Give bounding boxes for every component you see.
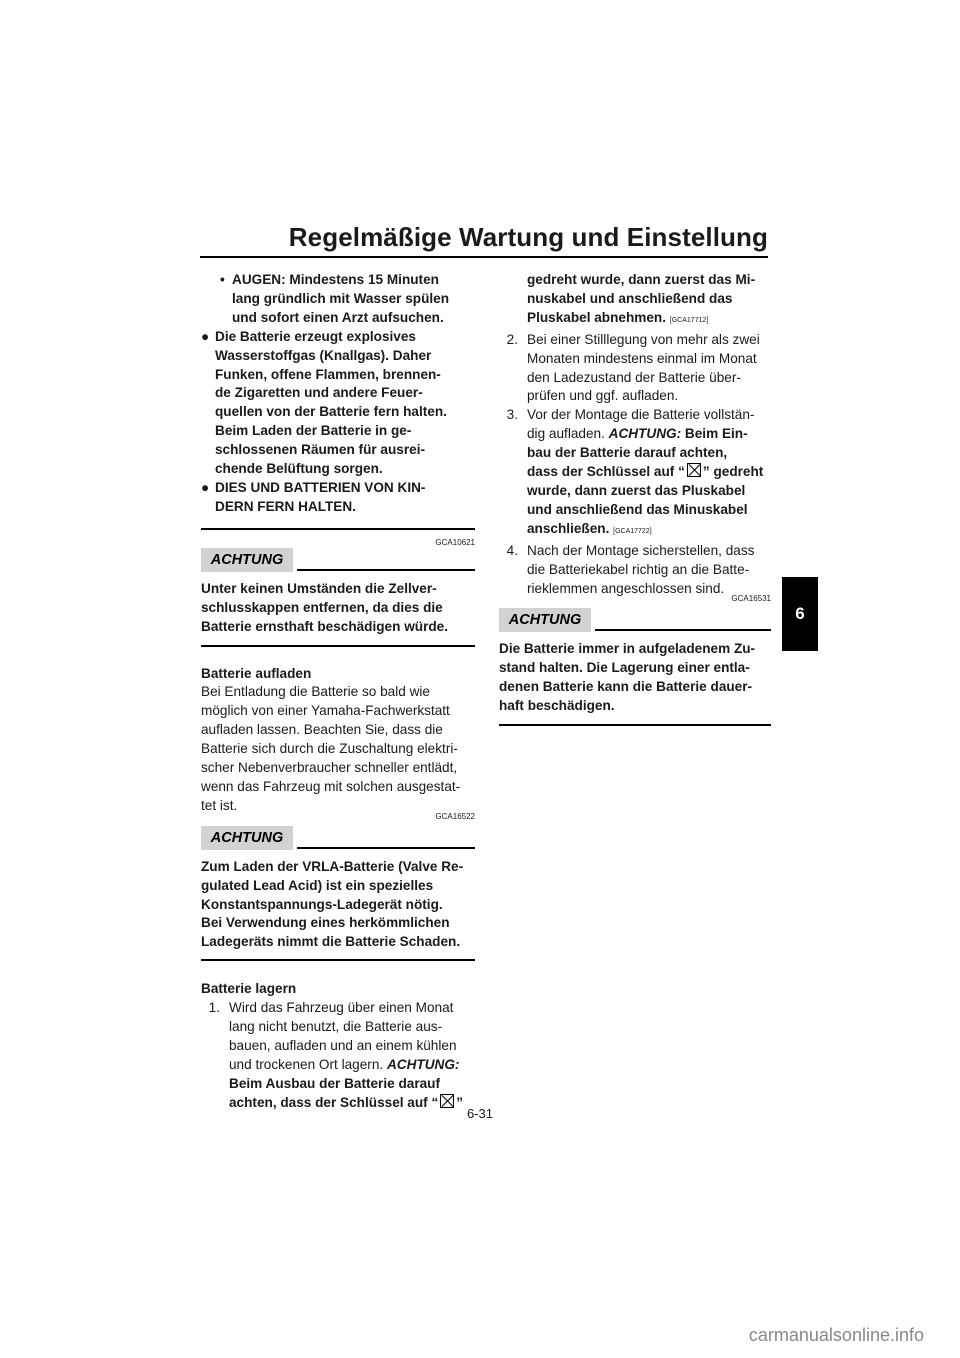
bullet-children: ● DIES UND BATTERIEN VON KIN- <box>201 479 475 498</box>
separator <box>201 959 475 961</box>
reference-code: [GCA17722] <box>613 527 652 535</box>
notice-body: Die Batterie immer in aufgeladenem Zu- stand halten. Die Lagerung einer entla- denen Batterie kann die Batterie dauer- haft beschädigen. <box>499 641 756 714</box>
notice-header <box>201 826 475 852</box>
list-item: 3. Vor der Montage die Batterie vollstän- <box>506 407 755 423</box>
notice-header-rule <box>297 569 475 571</box>
notice-code: GCA10621 <box>435 537 475 547</box>
notice-header-rule <box>297 847 475 849</box>
bullet-eyes: • AUGEN: Mindestens 15 Minuten <box>201 271 475 290</box>
list-item: 4. Nach der Montage sicherstellen, dass <box>506 542 755 558</box>
notice-header <box>499 608 771 634</box>
notice-label: ACHTUNG <box>499 608 591 632</box>
key-off-symbol-icon <box>687 463 701 477</box>
disc-bullet-icon: ● <box>201 479 210 495</box>
watermark: carmanualsonline.info <box>748 1325 924 1345</box>
notice-code: GCA16522 <box>435 811 475 821</box>
page-number: 6-31 <box>466 1106 494 1121</box>
section-heading: Batterie lagern <box>201 981 297 997</box>
notice-label: ACHTUNG <box>201 548 293 572</box>
list-item: 1. Wird das Fahrzeug über einen Monat <box>208 1000 454 1016</box>
section-heading: Batterie aufladen <box>201 665 312 681</box>
bullet-gas: ● Die Batterie erzeugt explosives <box>201 328 475 347</box>
bullet-icon: • <box>220 272 225 287</box>
separator <box>499 724 771 726</box>
notice-label: ACHTUNG <box>201 826 293 850</box>
separator <box>201 528 475 530</box>
header-rule <box>200 256 768 258</box>
notice-body: Zum Laden der VRLA-Batterie (Valve Re- gulated Lead Acid) ist ein spezielles Konstantspannungs-Ladegerät nötig. Bei Verwendung eines herkömmlichen Ladegeräts nimmt die Batterie Schaden. <box>201 858 464 950</box>
separator <box>201 645 475 647</box>
disc-bullet-icon: ● <box>201 328 210 344</box>
notice-body: Unter keinen Umständen die Zellver- schlusskappen entfernen, da dies die Batterie ernsthaft beschädigen würde. <box>201 580 449 634</box>
page-title: Regelmäßige Wartung und Einstellung <box>288 222 768 252</box>
notice-code: GCA16531 <box>731 594 771 604</box>
chapter-tab: 6 <box>782 577 818 651</box>
notice-header <box>201 548 475 574</box>
left-column: • AUGEN: Mindestens 15 Minuten lang gründlich mit Wasser spülen und sofort einen Arzt aufsuchen. ● Die Batterie erzeugt explosives Wasserstoffgas (Knallgas). Daher Funken, offene Flammen, brennen- de Zigaretten und andere Feuer- quellen von der Batterie fern halten. Beim Laden der Batterie in ge- schlossenen Räumen für ausrei- chende Belüftung sorgen. ● DIES UND BATTERIEN VON KIN- DERN FERN HALTEN. GCA10621 ACHTUNG Unter keinen Umständen die Zellver- schlusskappen entfernen, da dies die Batterie ernsthaft beschädigen würde. Batterie aufladen Bei Entladung die Batterie so bald wie möglich von einer Yamaha-Fachwerkstatt aufladen lassen. Beachten Sie, dass die Batterie sich durch die Zuschaltung elektri- scher Nebenverbraucher schneller entlädt, wenn das Fahrzeug mit solchen ausgestat- tet ist. GCA16522 ACHTUNG Zum Laden der VRLA-Batterie (Valve Re- gulated Lead Acid) ist ein spezielles Konstantspannungs-Ladegerät nötig. Bei Verwendung eines herkömmlichen Ladegeräts nimmt die Batterie Schaden. Batterie lagern 1. Wird das Fahrzeug über einen Monat lang nicht benutzt, die Batterie aus- bauen, aufladen und an einem kühlen und trockenen Ort lagern. ACHTUNG: Beim Ausbau der Batterie darauf achten, dass der Schlüssel auf “ ” <box>201 272 475 1110</box>
right-column: gedreht wurde, dann zuerst das Mi- nuskabel und anschließend das Pluskabel abnehmen. [GCA17712] 2. Bei einer Stilllegung von mehr als zwei Monaten mindestens einmal im Monat den Ladezustand der Batterie über- prüfen und ggf. aufladen. 3. Vor der Montage die Batterie vollstän- dig aufladen. ACHTUNG: Beim Ein- bau der Batterie darauf achten, dass der Schlüssel auf “ ” gedreht wurde, dann zuerst das Pluskabel und anschließend das Minuskabel anschließen. [GCA17722] 4. Nach der Montage sicherstellen, dass die Batteriekabel richtig an die Batte- rieklemmen angeschlossen sind. GCA16531 ACHTUNG Die Batterie immer in aufgeladenem Zu- stand halten. Die Lagerung einer entla- denen Batterie kann die Batterie dauer- haft beschädigen. <box>499 271 771 726</box>
list-item: 2. Bei einer Stilllegung von mehr als zwei <box>506 331 760 347</box>
notice-header-rule <box>595 629 771 631</box>
reference-code: [GCA17712] <box>669 316 709 324</box>
